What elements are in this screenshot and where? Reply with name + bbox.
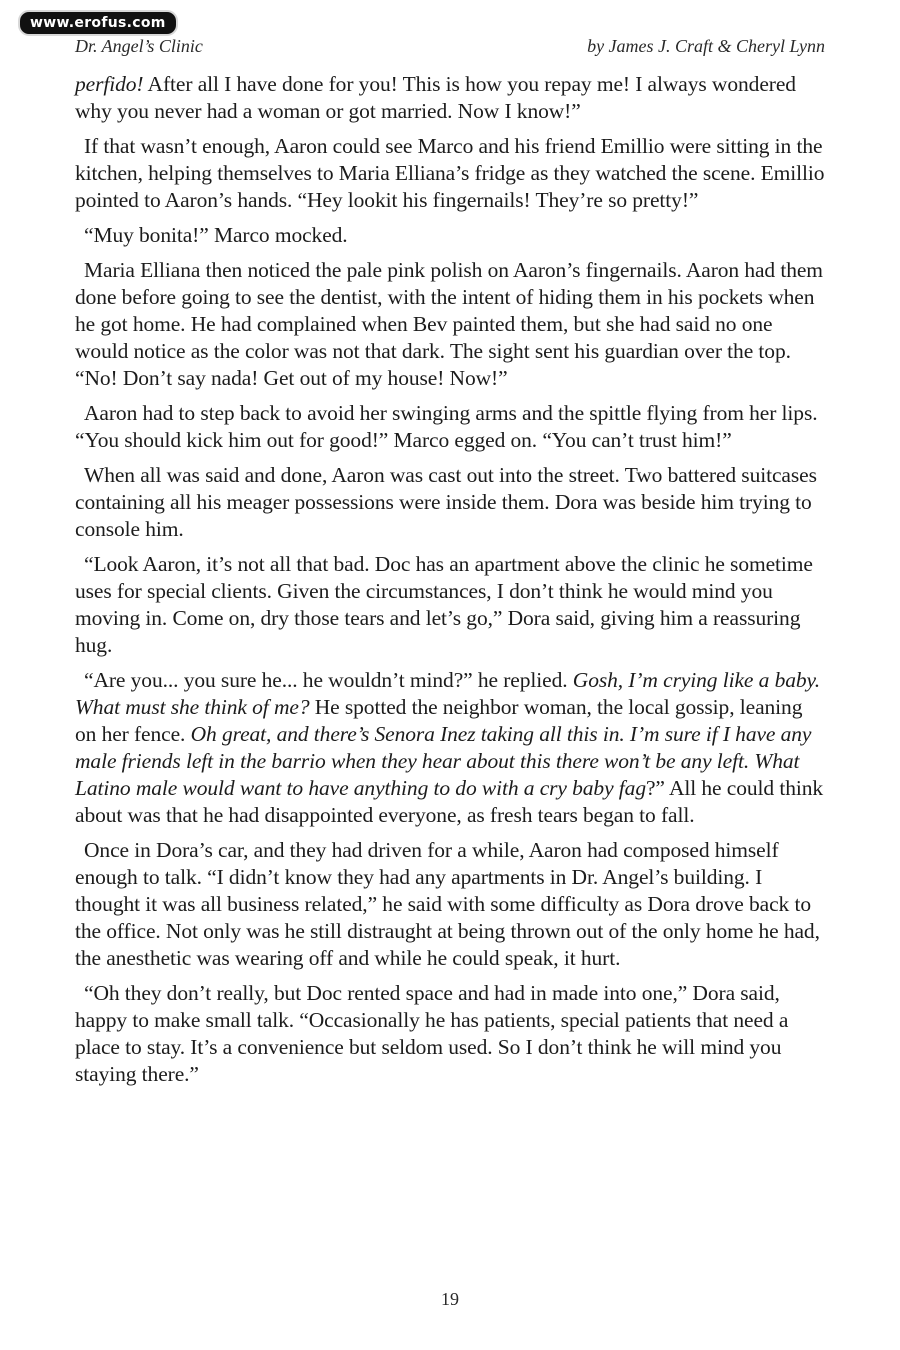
- paragraph: [75, 980, 825, 1088]
- text-run: Maria Elliana then noticed the pale pink polish on Aaron’s fingernails. Aaron had them done before going to see the dentist, with the intent of hiding them in his pockets when he got home. He had complained when Bev painted them, but she had said no one would notice as the color was not that dark. The sight sent his guardian over the top. “No! Don’t say nada! Get out of my house! Now!”: [75, 258, 823, 390]
- text-run: “Oh they don’t really, but Doc rented space and had in made into one,” Dora said, happy to make small talk. “Occasionally he has patients, special patients that need a place to stay. It’s a convenience but seldom used. So I don’t think he will mind you staying there.”: [75, 981, 789, 1086]
- italic-text: perfido!: [75, 72, 144, 96]
- text-run: “Look Aaron, it’s not all that bad. Doc has an apartment above the clinic he sometime uses for special clients. Given the circumstances, I don’t think he would mind you moving in. Come on, dry those tears and let’s go,” Dora said, giving him a reassuring hug.: [75, 552, 813, 657]
- running-header: [75, 36, 825, 57]
- text-run: “Are you... you sure he... he wouldn’t mind?” he replied.: [84, 668, 573, 692]
- text-run: After all I have done for you! This is how you repay me! I always wondered why you never had a woman or got married. Now I know!”: [75, 72, 796, 123]
- text-run: Once in Dora’s car, and they had driven for a while, Aaron had composed himself enough to talk. “I didn’t know they had any apartments in Dr. Angel’s building. I thought it was all business related,” he said with some difficulty as Dora drove back to the office. Not only was he still distraught at being thrown out of the only home he had, the anesthetic was wearing off and while he could speak, it hurt.: [75, 838, 820, 970]
- paragraph: [75, 667, 825, 829]
- italic-text: Gosh, I’m crying like a baby. What must she think of me?: [75, 668, 821, 719]
- italic-text: Oh great, and there’s Senora Inez taking all this in. I’m sure if I have any male friends left in the barrio when they hear about this there won’t be any left. What Latino male would want to have anything to do with a cry baby fag: [75, 722, 812, 800]
- paragraph: [75, 71, 825, 125]
- paragraph: [75, 551, 825, 659]
- body-text: [75, 71, 825, 1096]
- paragraph: [75, 462, 825, 543]
- text-run: If that wasn’t enough, Aaron could see Marco and his friend Emillio were sitting in the kitchen, helping themselves to Maria Elliana’s fridge as they watched the scene. Emillio pointed to Aaron’s hands. “Hey lookit his fingernails! They’re so pretty!”: [75, 134, 825, 212]
- page-number: 19: [441, 1289, 459, 1309]
- text-run: “Muy bonita!” Marco mocked.: [84, 223, 348, 247]
- paragraph: [75, 222, 825, 249]
- paragraph: [75, 257, 825, 392]
- paragraph: [75, 400, 825, 454]
- author-credit: by James J. Craft & Cheryl Lynn: [587, 36, 825, 56]
- paragraph: [75, 837, 825, 972]
- site-watermark: www.erofus.com: [18, 10, 178, 36]
- paragraph: [75, 133, 825, 214]
- book-title: Dr. Angel’s Clinic: [75, 36, 203, 56]
- text-run: Aaron had to step back to avoid her swinging arms and the spittle flying from her lips. “You should kick him out for good!” Marco egged on. “You can’t trust him!”: [75, 401, 818, 452]
- text-run: ?” All he could think about was that he had disappointed everyone, as fresh tears began to fall.: [75, 776, 824, 827]
- text-run: When all was said and done, Aaron was cast out into the street. Two battered suitcases containing all his meager possessions were inside them. Dora was beside him trying to console him.: [75, 463, 817, 541]
- text-run: He spotted the neighbor woman, the local gossip, leaning on her fence.: [75, 695, 803, 746]
